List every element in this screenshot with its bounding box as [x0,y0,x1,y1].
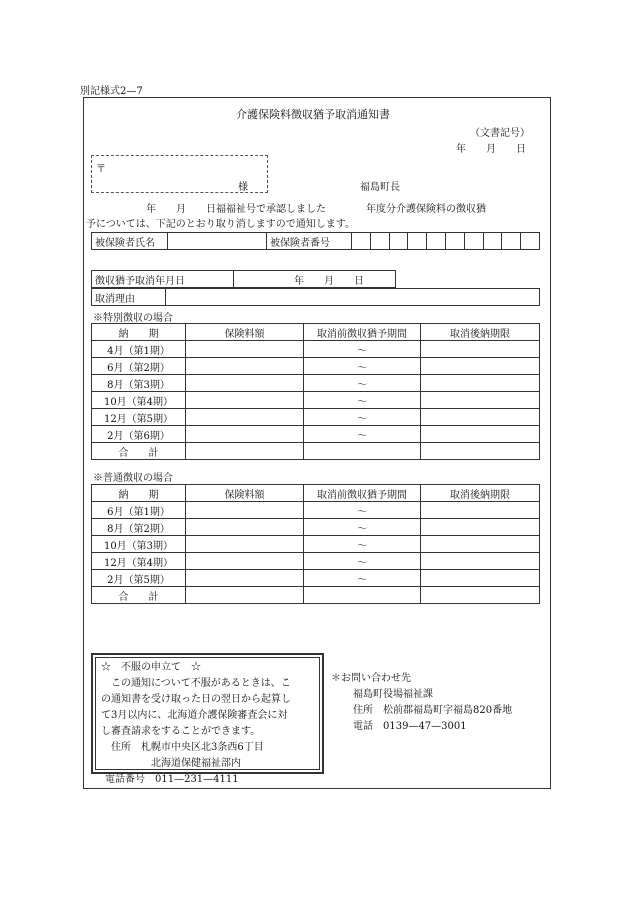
ordinary-after[interactable] [421,502,540,519]
form-code: 別記様式2—7 [80,86,143,97]
table-row [92,536,540,553]
table-row [92,502,540,519]
notice-line: て3月以内に、北海道介護保険審査会に対 [101,710,288,721]
ordinary-period: 10月（第3期） [92,536,186,553]
ordinary-total-after[interactable] [421,587,540,604]
ordinary-before[interactable]: ～ [304,570,421,587]
special-after[interactable] [421,426,540,443]
ordinary-amount[interactable] [186,519,304,536]
intro-line-2: 予については、下記のとおり取り消しますので通知します。 [86,219,355,230]
postal-mark: 〒 [96,164,106,175]
insured-number-digit[interactable] [464,233,483,250]
contact-title: ＊お問い合わせ先 [331,673,411,684]
table-row [92,392,540,409]
cancel-reason-table [91,288,540,306]
special-after[interactable] [421,409,540,426]
ordinary-amount[interactable] [186,570,304,587]
special-after[interactable] [421,375,540,392]
ordinary-heading: ※普通徴収の場合 [93,473,173,484]
issue-date: 年 月 日 [456,144,526,155]
special-after[interactable] [421,358,540,375]
cancel-date-label: 徴収猶予取消年月日 [92,271,234,288]
ordinary-period: 8月（第2期） [92,519,186,536]
table-row [92,443,540,460]
recipient-honorific: 様 [238,182,248,193]
ordinary-header-after: 取消後納期限 [421,485,540,502]
special-period: 12月（第5期） [92,409,186,426]
cancel-reason-label: 取消理由 [92,289,166,306]
ordinary-before[interactable]: ～ [304,502,421,519]
page-title: 介護保険料徴収猶予取消通知書 [236,108,390,121]
cancel-date-table [91,270,396,288]
special-before[interactable]: ～ [304,341,421,358]
special-table [91,323,540,460]
table-row [92,426,540,443]
ordinary-header-before: 取消前徴収猶予期間 [304,485,421,502]
contact-phone: 電話 0139—47—3001 [353,721,467,732]
ordinary-before[interactable]: ～ [304,536,421,553]
special-header-amount: 保険料額 [186,324,304,341]
special-before[interactable]: ～ [304,426,421,443]
special-before[interactable]: ～ [304,358,421,375]
special-header-before: 取消前徴収猶予期間 [304,324,421,341]
special-total-before[interactable] [304,443,421,460]
special-period: 6月（第2期） [92,358,186,375]
issuer-name: 福島町長 [360,182,400,193]
ordinary-total-amount[interactable] [186,587,304,604]
ordinary-before[interactable]: ～ [304,519,421,536]
ordinary-period: 12月（第4期） [92,553,186,570]
ordinary-amount[interactable] [186,502,304,519]
special-period: 8月（第3期） [92,375,186,392]
notice-line: し審査請求をすることができます。 [101,726,261,737]
table-row [92,519,540,536]
special-period: 10月（第4期） [92,392,186,409]
special-total-after[interactable] [421,443,540,460]
intro-line-1: 年 月 日福福祉号で承認しました 年度分介護保険料の徴収猶 [146,204,486,215]
special-total-label: 合 計 [92,443,186,460]
insured-number-digit[interactable] [352,233,371,250]
special-period: 4月（第1期） [92,341,186,358]
ordinary-after[interactable] [421,553,540,570]
special-before[interactable]: ～ [304,409,421,426]
table-row [92,375,540,392]
ordinary-total-label: 合 計 [92,587,186,604]
special-heading: ※特別徴収の場合 [93,313,173,324]
insured-number-digit[interactable] [502,233,521,250]
insured-number-digit[interactable] [427,233,446,250]
insured-number-label: 被保険者番号 [267,233,352,250]
table-row [92,587,540,604]
insured-number-digit[interactable] [389,233,408,250]
insured-number-digit[interactable] [408,233,427,250]
ordinary-header-amount: 保険料額 [186,485,304,502]
table-row [92,358,540,375]
ordinary-after[interactable] [421,570,540,587]
cancel-reason-cell[interactable] [166,289,540,306]
notice-dept: 北海道保健福祉部内 [151,758,241,769]
cancel-date-value[interactable]: 年 月 日 [234,271,396,288]
ordinary-after[interactable] [421,536,540,553]
notice-phone: 電話番号 011—231—4111 [105,774,239,785]
notice-line: の通知書を受け取った日の翌日から起算し [101,694,291,705]
special-after[interactable] [421,392,540,409]
ordinary-before[interactable]: ～ [304,553,421,570]
table-row [92,341,540,358]
special-header-period: 納 期 [92,324,186,341]
ordinary-table [91,484,540,604]
ordinary-header-period: 納 期 [92,485,186,502]
special-total-amount[interactable] [186,443,304,460]
notice-address: 住所 札幌市中央区北3条西6丁目 [111,742,264,753]
notice-title: ☆ 不服の申立て ☆ [101,662,201,673]
table-row [92,553,540,570]
insured-name-cell[interactable] [168,233,267,250]
notice-line: この通知について不服があるときは、こ [111,678,291,689]
special-amount[interactable] [186,375,304,392]
special-amount[interactable] [186,409,304,426]
special-amount[interactable] [186,426,304,443]
special-amount[interactable] [186,341,304,358]
ordinary-amount[interactable] [186,536,304,553]
objection-notice-box [91,653,324,785]
special-amount[interactable] [186,358,304,375]
insured-table [91,232,540,250]
insured-number-digit[interactable] [370,233,389,250]
insured-number-digit[interactable] [483,233,502,250]
ordinary-amount[interactable] [186,553,304,570]
special-before[interactable]: ～ [304,375,421,392]
contact-address: 住所 松前郡福島町字福島820番地 [353,705,513,716]
insured-number-digit[interactable] [521,233,540,250]
special-period: 2月（第6期） [92,426,186,443]
ordinary-after[interactable] [421,519,540,536]
contact-dept: 福島町役場福祉課 [353,689,433,700]
special-header-after: 取消後納期限 [421,324,540,341]
special-after[interactable] [421,341,540,358]
special-amount[interactable] [186,392,304,409]
table-row [92,409,540,426]
special-before[interactable]: ～ [304,392,421,409]
doc-number: （文書記号） [470,128,530,139]
ordinary-period: 6月（第1期） [92,502,186,519]
ordinary-period: 2月（第5期） [92,570,186,587]
table-row [92,570,540,587]
ordinary-total-before[interactable] [304,587,421,604]
insured-number-digit[interactable] [445,233,464,250]
insured-name-label: 被保険者氏名 [92,233,168,250]
